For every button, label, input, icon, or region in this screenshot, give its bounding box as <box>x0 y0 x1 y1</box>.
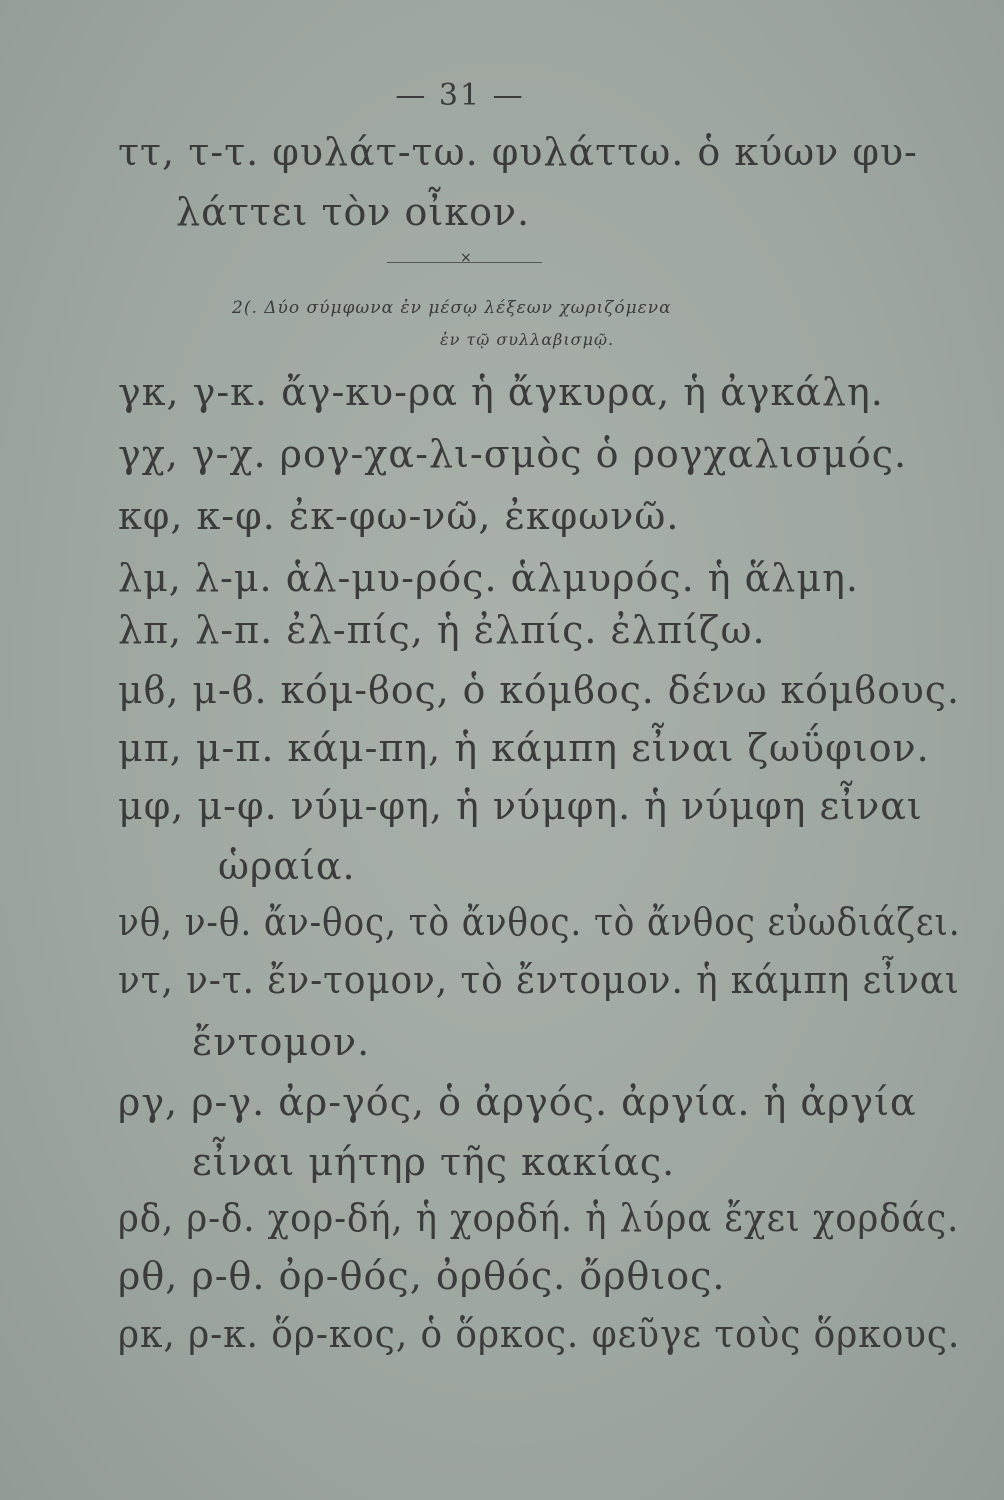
syllable-line: μϐ, μ-ϐ. κόμ-ϐος, ὁ κόμϐος. δένω κόμϐους. <box>118 668 960 712</box>
intro-line-1: ττ, τ-τ. φυλάτ-τω. φυλάττω. ὁ κύων φυ- <box>118 130 918 174</box>
syllable-line: ρθ, ρ-θ. ὀρ-θός, ὀρθός. ὄρθιος. <box>118 1254 726 1298</box>
syllable-line: γχ, γ-χ. ρογ-χα-λι-σμὸς ὁ ρογχαλισμός. <box>118 432 908 476</box>
syllable-line: λμ, λ-μ. ἁλ-μυ-ρός. ἁλμυρός. ἡ ἅλμη. <box>118 556 859 600</box>
syllable-line: ργ, ρ-γ. ἀρ-γός, ὁ ἀργός. ἀργία. ἡ ἀργία <box>118 1080 917 1124</box>
syllable-line-continuation: εἶναι μήτηρ τῆς κακίας. <box>192 1140 676 1184</box>
syllable-line: μπ, μ-π. κάμ-πη, ἡ κάμπη εἶναι ζωΰφιον. <box>118 726 930 770</box>
syllable-line: κφ, κ-φ. ἐκ-φω-νῶ, ἐκφωνῶ. <box>118 494 680 538</box>
syllable-line: ρκ, ρ-κ. ὅρ-κος, ὁ ὅρκος. φεῦγε τοὺς ὅρκους. <box>118 1312 961 1356</box>
syllable-line: λπ, λ-π. ἐλ-πίς, ἡ ἐλπίς. ἐλπίζω. <box>118 608 766 652</box>
intro-line-2: λάττει τὸν οἶκον. <box>176 190 531 234</box>
page-number: — 31 — <box>395 78 525 113</box>
syllable-line-continuation: ἔντομον. <box>192 1020 371 1064</box>
syllable-line: μφ, μ-φ. νύμ-φη, ἡ νύμφη. ἡ νύμφη εἶναι <box>118 784 923 828</box>
syllable-line: ντ, ν-τ. ἔν-τομον, τὸ ἔντομον. ἡ κάμπη εἶναι <box>118 958 960 1002</box>
section-heading-line-2: ἐν τῷ συλλαβισμῷ. <box>440 330 615 349</box>
section-heading-line-1: 2(. Δύο σύμφωνα ἐν μέσῳ λέξεων χωριζόμενα <box>232 298 672 318</box>
syllable-line-continuation: ὡραία. <box>218 844 356 888</box>
syllable-line: ρδ, ρ-δ. χορ-δή, ἡ χορδή. ἡ λύρα ἔχει χορδάς. <box>118 1196 960 1240</box>
syllable-line: νθ, ν-θ. ἄν-θος, τὸ ἄνθος. τὸ ἄνθος εὐωδιάζει. <box>118 900 961 944</box>
syllable-line: γκ, γ-κ. ἄγ-κυ-ρα ἡ ἄγκυρα, ἡ ἀγκάλη. <box>118 370 884 414</box>
separator-mark: × <box>460 250 472 266</box>
